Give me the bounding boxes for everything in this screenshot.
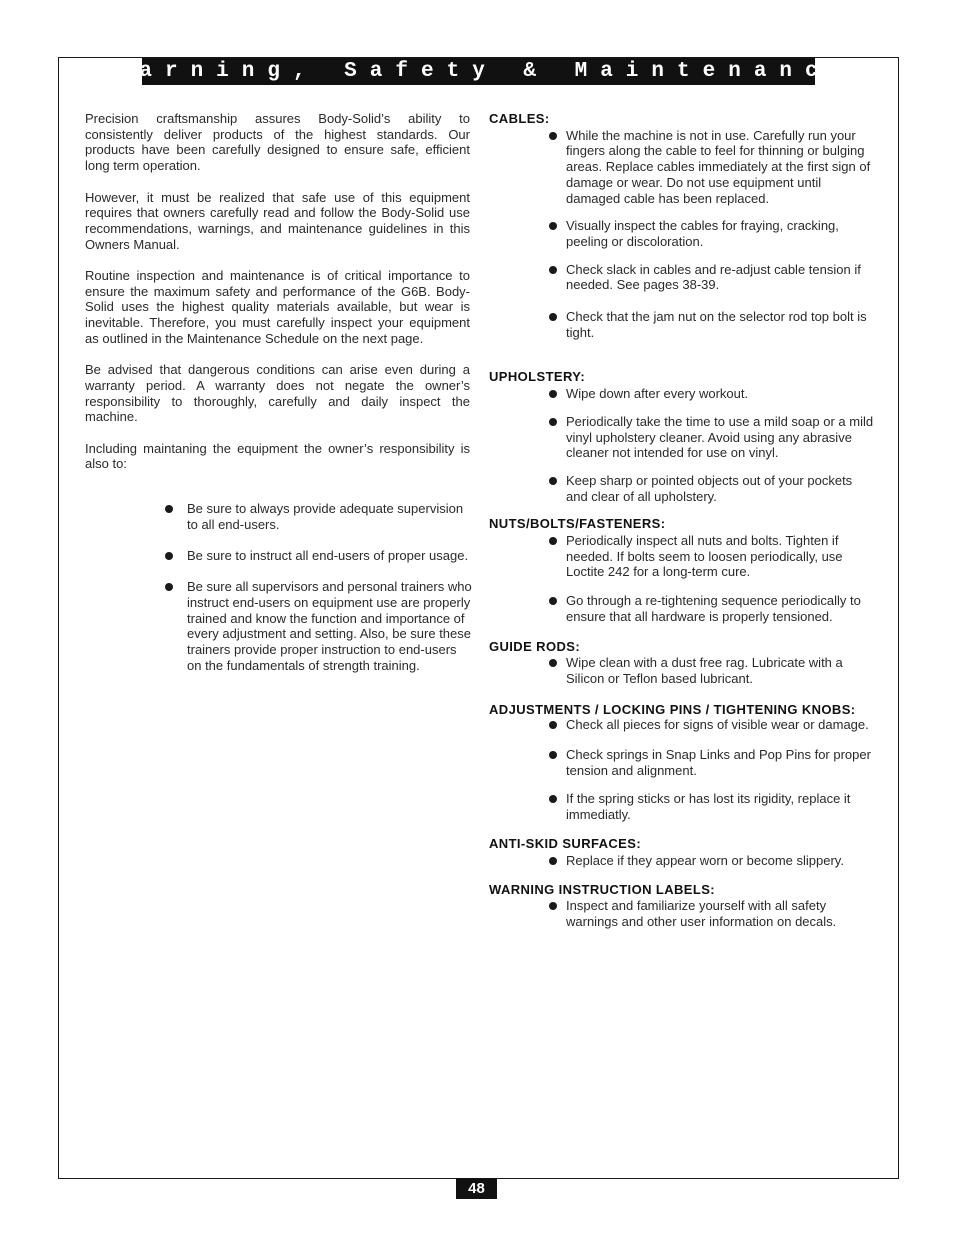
list-item-text: Visually inspect the cables for fraying, cracking, peeling or discoloration.: [566, 218, 839, 249]
section-heading: UPHOLSTERY:: [489, 369, 586, 385]
list-item: [566, 655, 879, 686]
bullet-icon: [549, 537, 557, 545]
section-heading: ADJUSTMENTS / LOCKING PINS / TIGHTENING KNOBS:: [489, 701, 856, 717]
list-item: [163, 501, 473, 533]
list-item: [566, 533, 879, 580]
bullet-icon: [549, 266, 557, 274]
section-upholstery: [489, 369, 879, 504]
list-item: [163, 548, 473, 564]
section-warning-labels: [489, 882, 879, 930]
intro-paragraph: However, it must be realized that safe use of this equipment requires that owners carefully read and follow the Body-Solid use recommendations, warnings, and maintenance guidelines in this Owners Manual.: [85, 189, 470, 252]
intro-paragraph: Including maintaning the equipment the owner’s responsibility is also to:: [85, 440, 470, 472]
bullet-icon: [549, 418, 557, 426]
bullet-icon: [549, 751, 557, 759]
bullet-icon: [549, 795, 557, 803]
list-item-text: Periodically take the time to use a mild soap or a mild vinyl upholstery cleaner. Avoid using any abrasive cleaner not intended for use on vinyl.: [566, 413, 874, 461]
page-title: Warning, Safety & Maintenance: [113, 60, 857, 83]
list-item-text: Be sure to always provide adequate supervision to all end-users.: [187, 501, 464, 532]
section-heading: WARNING INSTRUCTION LABELS:: [489, 881, 716, 897]
list-item-text: Wipe clean with a dust free rag. Lubricate with a Silicon or Teflon based lubricant.: [566, 655, 843, 686]
list-item: [566, 747, 879, 778]
section-anti-skid: [489, 836, 879, 868]
bullet-icon: [549, 902, 557, 910]
intro-paragraph: Routine inspection and maintenance is of critical importance to ensure the maximum safety and performance of the G6B. Body-Solid uses the highest quality materials available, but wear is inevitable. Therefore, you must carefully inspect your equipment as outlined in the Maintenance Schedule on the next page.: [85, 268, 470, 346]
section-title-bar: [113, 58, 857, 85]
list-item-text: Inspect and familiarize yourself with all safety warnings and other user information on decals.: [566, 898, 837, 930]
section-heading: CABLES:: [489, 111, 550, 126]
list-item: [163, 579, 473, 674]
list-item: [566, 791, 879, 822]
list-item-text: If the spring sticks or has lost its rigidity, replace it immediatly.: [566, 790, 851, 822]
list-item: [566, 309, 879, 340]
list-item: [566, 218, 879, 249]
bullet-icon: [549, 597, 557, 605]
list-item: [566, 717, 879, 733]
bullet-icon: [549, 857, 557, 865]
list-item: [566, 128, 879, 207]
intro-column: [85, 111, 470, 488]
list-item: [566, 414, 879, 461]
section-cables: [489, 111, 879, 340]
list-item-text: Check all pieces for signs of visible wear or damage.: [566, 716, 869, 732]
list-item-text: Check slack in cables and re-adjust cable tension if needed. See pages 38-39.: [566, 261, 861, 293]
maintenance-column: [489, 111, 879, 930]
section-heading: GUIDE RODS:: [489, 638, 581, 654]
bullet-icon: [549, 313, 557, 321]
list-item: [566, 473, 879, 504]
bullet-icon: [549, 721, 557, 729]
list-item-text: Keep sharp or pointed objects out of your pockets and clear of all upholstery.: [566, 472, 853, 504]
bullet-icon: [165, 552, 173, 560]
intro-paragraph: Be advised that dangerous conditions can arise even during a warranty period. A warranty does not negate the owner’s responsibility to thoroughly, carefully and daily inspect the machine.: [85, 362, 470, 425]
list-item-text: Periodically inspect all nuts and bolts. Tighten if needed. If bolts seem to loosen periodically, use Loctite 242 for a long-term cure.: [566, 533, 843, 580]
list-item: [566, 593, 879, 624]
section-guide-rods: [489, 639, 879, 687]
list-item: [566, 262, 879, 293]
bullet-icon: [165, 505, 173, 513]
bullet-icon: [549, 659, 557, 667]
intro-paragraph: Precision craftsmanship assures Body-Solid’s ability to consistently deliver products of the highest standards. Our products have been carefully designed to ensure safe, efficient long term operation.: [85, 111, 470, 174]
section-nuts-bolts: [489, 516, 879, 624]
page-number: 48: [456, 1178, 497, 1199]
section-adjustments: [489, 701, 879, 823]
owner-responsibility-list: [163, 501, 473, 689]
bullet-icon: [549, 477, 557, 485]
list-item-text: Check that the jam nut on the selector rod top bolt is tight.: [566, 309, 867, 340]
list-item-text: Check springs in Snap Links and Pop Pins for proper tension and alignment.: [566, 747, 871, 779]
bullet-icon: [549, 222, 557, 230]
list-item: [566, 898, 879, 929]
bullet-icon: [165, 583, 173, 591]
list-item-text: Go through a re-tightening sequence periodically to ensure that all hardware is properly tensioned.: [566, 593, 861, 624]
list-item-text: While the machine is not in use. Carefully run your fingers along the cable to feel for thinning or bulging areas. Replace cables immediately at the first sign of damage or wear. Do not use equipment until damaged cable has been replaced.: [566, 127, 871, 206]
bullet-icon: [549, 390, 557, 398]
list-item-text: Replace if they appear worn or become slippery.: [566, 852, 844, 868]
bullet-icon: [549, 132, 557, 140]
list-item: [566, 386, 879, 402]
section-heading: ANTI-SKID SURFACES:: [489, 836, 642, 852]
list-item: [566, 853, 879, 869]
section-heading: NUTS/BOLTS/FASTENERS:: [489, 516, 666, 532]
list-item-text: Wipe down after every workout.: [566, 386, 749, 402]
list-item-text: Be sure all supervisors and personal trainers who instruct end-users on equipment use are properly trained and know the function and importance of every adjustment and setting. Also, be sure these trainers provide proper instruction to end-users on the fundamentals of strength training.: [187, 578, 472, 674]
list-item-text: Be sure to instruct all end-users of proper usage.: [187, 547, 469, 563]
